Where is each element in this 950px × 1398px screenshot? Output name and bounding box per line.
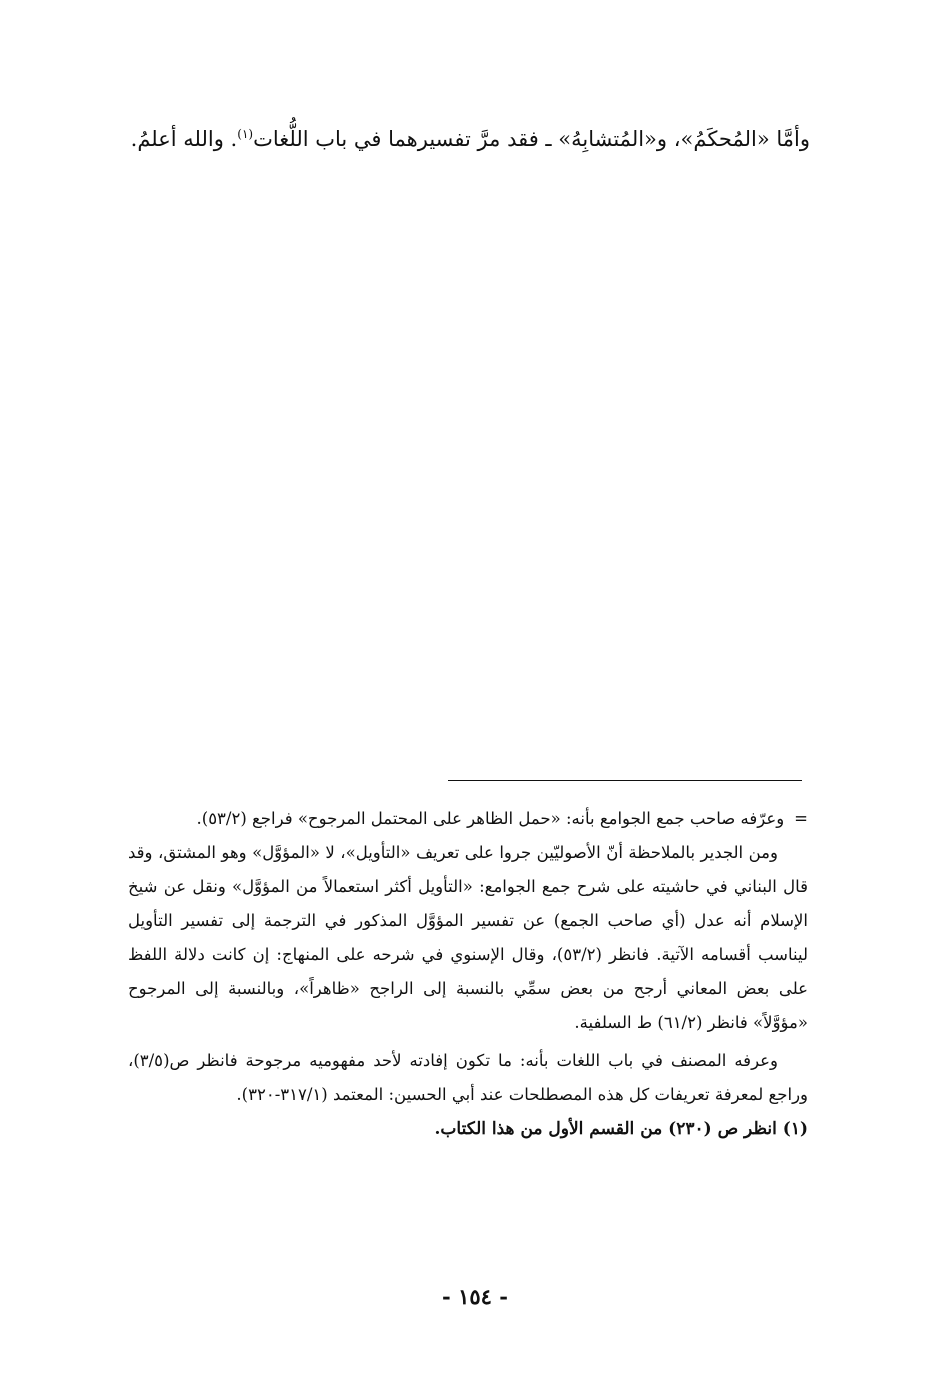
- page-number: - ١٥٤ -: [442, 1284, 508, 1309]
- footnote-continuation: [128, 802, 808, 836]
- main-paragraph-text: وأمَّا «المُحكَمُ»، و«المُتشابِهُ» ـ فقد مرَّ تفسيرهما في باب اللُّغات: [253, 127, 810, 151]
- footnote-paragraph: ومن الجدير بالملاحظة أنّ الأصوليّين جروا على تعريف «التأويل»، لا «المؤوَّل» وهو المشتق، وقد قال البناني في حاشيته على شرح جمع الجوامع: «التأويل أكثر استعمالاً من المؤوَّل» ونقل عن شيخ الإسلام أنه عدل (أي صاحب الجمع) عن تفسير المؤوَّل المذكور في الترجمة إلى تفسير التأويل ليناسب أقسامه الآتية. فانظر (٥٣/٢)، وقال الإسنوي في شرحه على المنهاج: إن كانت دلالة اللفظ على بعض المعاني أرجح من بعض سمِّي بالنسبة إلى الراجح «ظاهراً»، وبالنسبة إلى المرجوح «مؤوَّلاً» فانظر (٦١/٢) ط السلفية.: [128, 843, 808, 1032]
- footnote-1: (١) انظر ص (٢٣٠) من القسم الأول من هذا الكتاب.: [434, 1119, 808, 1139]
- continuation-mark: =: [794, 809, 808, 828]
- main-paragraph-ending: . والله أعلمُ.: [130, 127, 238, 151]
- footnote-paragraph: وعرفه المصنف في باب اللغات بأنه: ما تكون إفادته لأحد مفهوميه مرجوحة فانظر ص(٣/٥)، وراجع لمعرفة تعريفات كل هذه المصطلحات عند أبي الحسين: المعتمد (٣١٧/١-٣٢٠).: [128, 1051, 808, 1104]
- footnote-reference: (١): [237, 127, 254, 141]
- main-paragraph: [108, 118, 810, 160]
- footnote-separator: [448, 780, 802, 781]
- footnotes-section: [128, 802, 808, 1146]
- main-body-text: [108, 118, 810, 160]
- continuation-text: وعرّفه صاحب جمع الجوامع بأنه: «حمل الظاهر على المحتمل المرجوح» فراجع (٥٣/٢).: [196, 809, 785, 828]
